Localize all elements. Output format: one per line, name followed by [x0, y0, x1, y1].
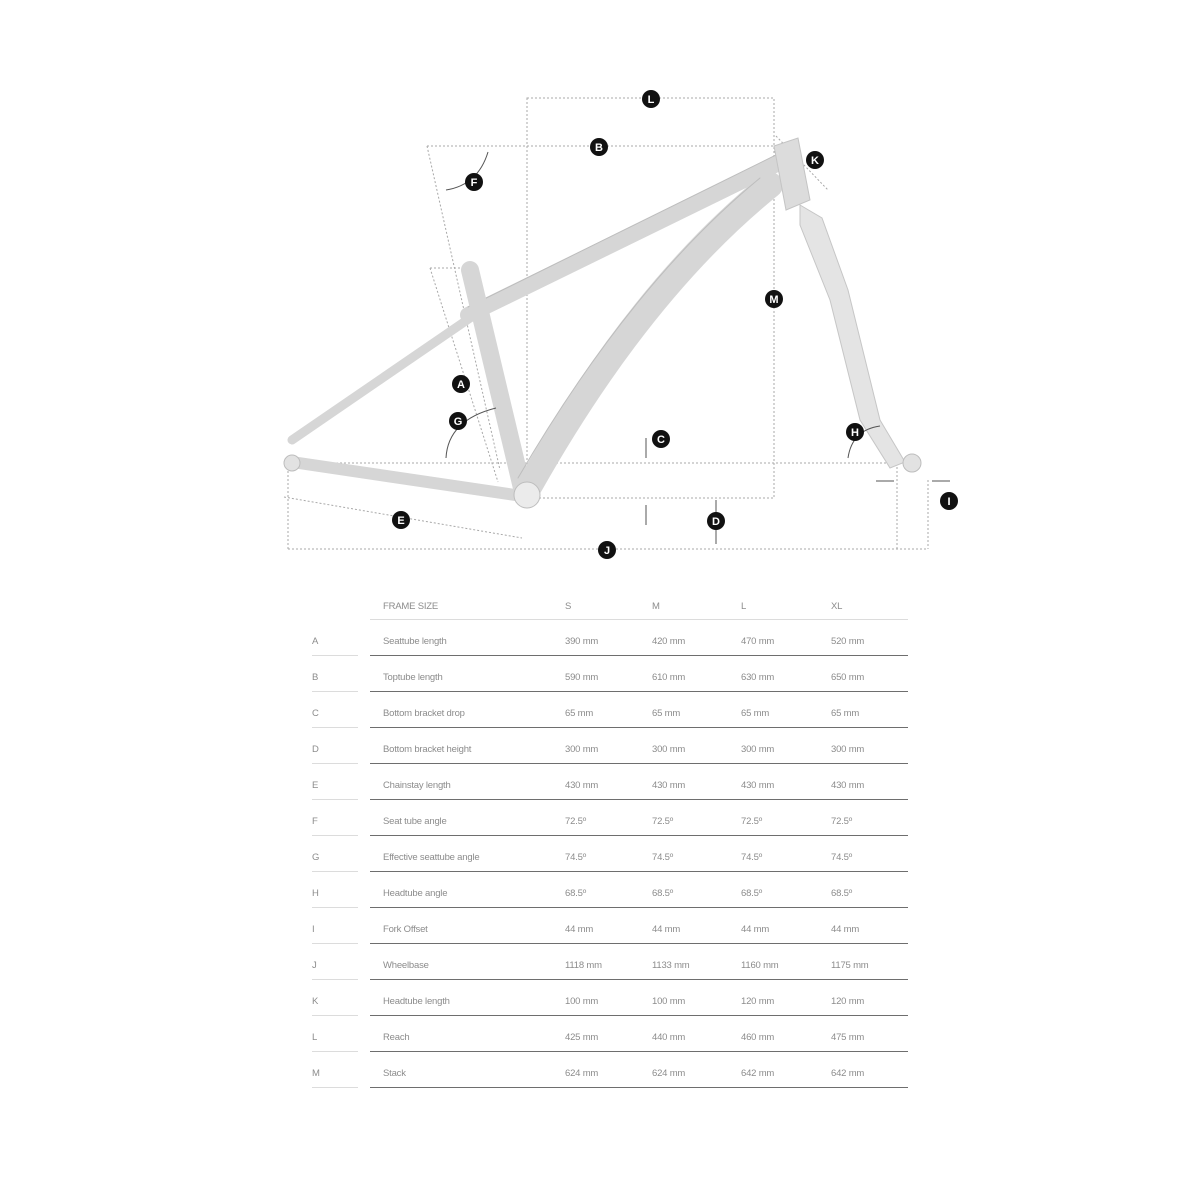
- row-letter: C: [312, 708, 319, 719]
- row-letter: F: [312, 816, 318, 827]
- label-badge-text: K: [811, 155, 819, 167]
- value-xl: 72.5º: [831, 816, 852, 827]
- value-xl: 1175 mm: [831, 960, 869, 971]
- label-badge-m: [765, 290, 783, 308]
- value-s: 590 mm: [565, 672, 599, 683]
- label-badge-text: A: [457, 379, 465, 391]
- label-badge-a: [452, 375, 470, 393]
- value-m: 100 mm: [652, 996, 686, 1007]
- label-badge-e: [392, 511, 410, 529]
- size-m-header: M: [652, 601, 660, 612]
- label-badge-k: [806, 151, 824, 169]
- chain-stay: [292, 462, 515, 495]
- row-letter: K: [312, 996, 319, 1007]
- row-letter: D: [312, 744, 319, 755]
- value-m: 72.5º: [652, 816, 673, 827]
- value-m: 430 mm: [652, 780, 686, 791]
- row-name: Stack: [383, 1068, 406, 1079]
- label-badge-f: [465, 173, 483, 191]
- row-name: Reach: [383, 1032, 410, 1043]
- label-badge-text: J: [603, 545, 611, 557]
- size-s-header: S: [565, 601, 572, 612]
- value-l: 68.5º: [741, 888, 762, 899]
- value-s: 65 mm: [565, 708, 594, 719]
- size-xl-header: XL: [831, 601, 843, 612]
- value-xl: 68.5º: [831, 888, 852, 899]
- value-m: 610 mm: [652, 672, 686, 683]
- size-l-header: L: [741, 601, 747, 612]
- value-xl: 65 mm: [831, 708, 860, 719]
- value-s: 300 mm: [565, 744, 599, 755]
- row-name: Effective seattube angle: [383, 852, 480, 863]
- row-letter: L: [312, 1032, 318, 1043]
- value-xl: 650 mm: [831, 672, 865, 683]
- value-xl: 430 mm: [831, 780, 865, 791]
- label-badge-text: B: [595, 142, 603, 154]
- row-name: Bottom bracket drop: [383, 708, 465, 719]
- label-badge-g: [449, 412, 467, 430]
- row-name: Headtube length: [383, 996, 450, 1007]
- row-name: Fork Offset: [383, 924, 428, 935]
- value-l: 470 mm: [741, 636, 775, 647]
- value-l: 460 mm: [741, 1032, 775, 1043]
- frame-size-header: FRAME SIZE: [383, 601, 439, 612]
- value-xl: 74.5º: [831, 852, 852, 863]
- value-l: 1160 mm: [741, 960, 779, 971]
- label-badge-j: [598, 541, 616, 559]
- value-s: 68.5º: [565, 888, 586, 899]
- table-row: [312, 980, 908, 1016]
- value-xl: 642 mm: [831, 1068, 865, 1079]
- value-m: 44 mm: [652, 924, 681, 935]
- bike-frame: [284, 138, 921, 508]
- row-letter: I: [312, 924, 315, 935]
- row-letter: A: [312, 636, 319, 647]
- value-l: 630 mm: [741, 672, 775, 683]
- table-body: [312, 620, 908, 1088]
- label-badge-text: G: [453, 416, 463, 428]
- table-row: [312, 800, 908, 836]
- bike-frame-geometry-diagram: [0, 0, 1200, 580]
- value-s: 624 mm: [565, 1068, 599, 1079]
- label-badge-text: E: [397, 515, 405, 527]
- value-l: 65 mm: [741, 708, 770, 719]
- seat-stay: [292, 318, 470, 440]
- row-name: Wheelbase: [383, 960, 429, 971]
- value-xl: 120 mm: [831, 996, 865, 1007]
- value-m: 1133 mm: [652, 960, 690, 971]
- label-badge-text: M: [769, 294, 779, 306]
- table-row: [312, 1016, 908, 1052]
- value-s: 390 mm: [565, 636, 599, 647]
- value-xl: 300 mm: [831, 744, 865, 755]
- label-badge-text: F: [470, 177, 478, 189]
- label-badge-text: D: [712, 516, 720, 528]
- table-row: [312, 764, 908, 800]
- table-row: [312, 872, 908, 908]
- value-s: 1118 mm: [565, 960, 602, 971]
- geometry-table: [312, 590, 908, 1088]
- top-tube: [468, 160, 785, 315]
- table-row: [312, 836, 908, 872]
- value-xl: 520 mm: [831, 636, 865, 647]
- measurement-guides: [284, 98, 928, 549]
- value-m: 68.5º: [652, 888, 673, 899]
- row-name: Bottom bracket height: [383, 744, 472, 755]
- head-tube: [774, 138, 810, 210]
- value-m: 624 mm: [652, 1068, 686, 1079]
- label-badge-text: L: [647, 94, 655, 106]
- label-badge-i: [940, 492, 958, 510]
- table-row: [312, 944, 908, 980]
- table-row: [312, 908, 908, 944]
- table-row: [312, 620, 908, 656]
- label-badge-text: C: [657, 434, 665, 446]
- row-letter: M: [312, 1068, 320, 1079]
- front-dropout: [903, 454, 921, 472]
- row-name: Headtube angle: [383, 888, 448, 899]
- label-badge-l: [642, 90, 660, 108]
- value-xl: 44 mm: [831, 924, 860, 935]
- row-letter: J: [312, 960, 317, 971]
- value-s: 74.5º: [565, 852, 586, 863]
- value-s: 100 mm: [565, 996, 599, 1007]
- label-badge-d: [707, 512, 725, 530]
- table-row: [312, 692, 908, 728]
- row-letter: E: [312, 780, 319, 791]
- row-letter: B: [312, 672, 319, 683]
- label-badge-text: I: [947, 496, 951, 508]
- value-l: 44 mm: [741, 924, 770, 935]
- value-s: 425 mm: [565, 1032, 599, 1043]
- row-name: Chainstay length: [383, 780, 451, 791]
- label-badge-h: [846, 423, 864, 441]
- value-s: 44 mm: [565, 924, 594, 935]
- value-s: 72.5º: [565, 816, 586, 827]
- table-row: [312, 1052, 908, 1088]
- table-row: [312, 728, 908, 764]
- row-name: Seat tube angle: [383, 816, 447, 827]
- value-l: 120 mm: [741, 996, 775, 1007]
- row-name: Toptube length: [383, 672, 443, 683]
- value-m: 65 mm: [652, 708, 681, 719]
- bottom-bracket: [514, 482, 540, 508]
- value-l: 300 mm: [741, 744, 775, 755]
- label-badge-b: [590, 138, 608, 156]
- table-row: [312, 656, 908, 692]
- value-m: 300 mm: [652, 744, 686, 755]
- table-header: [312, 590, 908, 620]
- label-badge-text: H: [851, 427, 859, 439]
- value-l: 430 mm: [741, 780, 775, 791]
- row-letter: G: [312, 852, 320, 863]
- value-l: 74.5º: [741, 852, 762, 863]
- label-badge-c: [652, 430, 670, 448]
- value-l: 642 mm: [741, 1068, 775, 1079]
- value-m: 420 mm: [652, 636, 686, 647]
- value-s: 430 mm: [565, 780, 599, 791]
- value-m: 74.5º: [652, 852, 673, 863]
- rear-dropout: [284, 455, 300, 471]
- row-name: Seattube length: [383, 636, 447, 647]
- value-l: 72.5º: [741, 816, 762, 827]
- value-m: 440 mm: [652, 1032, 686, 1043]
- row-letter: H: [312, 888, 319, 899]
- value-xl: 475 mm: [831, 1032, 865, 1043]
